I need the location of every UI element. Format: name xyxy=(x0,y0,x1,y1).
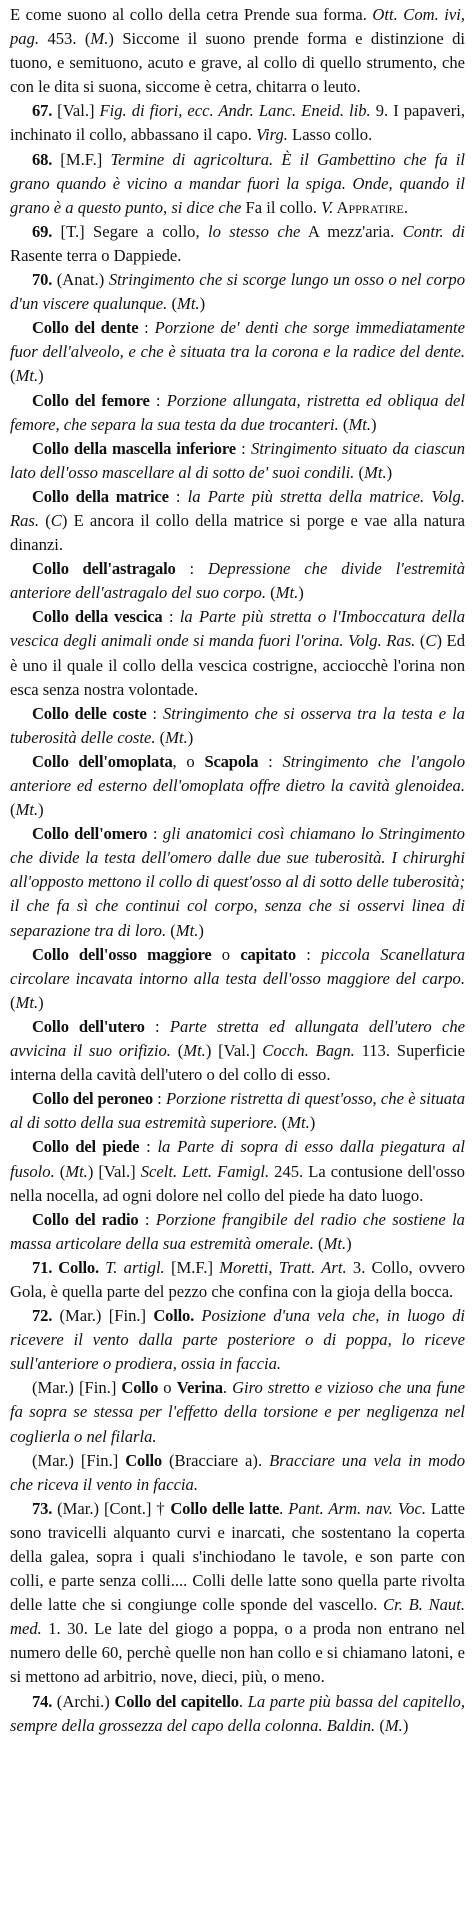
text-run: ( xyxy=(10,992,16,1012)
entry-headword: Collo del capitello xyxy=(114,1691,239,1711)
italic-text: Virg. xyxy=(256,125,288,145)
text-run: o xyxy=(211,944,241,964)
entry-paragraph xyxy=(10,1304,465,1376)
italic-text: Mt. xyxy=(323,1233,347,1253)
entry-paragraph xyxy=(10,316,465,388)
entry-headword: Collo della matrice xyxy=(32,486,169,506)
text-run: Rasente terra o Dappiede. xyxy=(10,245,182,265)
text-run: A mezz'aria. xyxy=(300,221,403,241)
text-run: ) xyxy=(298,583,304,603)
entry-headword: 70. xyxy=(32,270,53,290)
text-run: ) xyxy=(198,920,204,940)
entry-paragraph xyxy=(10,605,465,701)
text-run: (Bracciare a). xyxy=(162,1450,270,1470)
italic-text: Mt. xyxy=(364,462,387,482)
italic-text: Giro stretto e vizioso che una fune fa sopra se stessa per l'effetto della torsione e per negligenza nel coglierla o nel filarla. xyxy=(10,1378,465,1446)
text-run: 453. ( xyxy=(39,29,91,49)
italic-text: Mt. xyxy=(177,294,200,314)
text-run: (Mar.) [Fin.] xyxy=(32,1378,122,1398)
entry-paragraph xyxy=(10,268,465,316)
entry-headword: Collo dell'osso maggiore xyxy=(32,944,212,964)
italic-text: Porzione de' denti che sorge immediatamente fuor dell'alveolo, e che è situata tra la corona e la radice del dente. xyxy=(10,318,465,362)
italic-text: Mt. xyxy=(275,583,299,603)
text-run: ) xyxy=(38,992,44,1012)
entry-paragraph xyxy=(10,1376,465,1448)
text-run: (Mar.) [Cont.] † xyxy=(52,1498,171,1518)
italic-text: Porzione allungata, ristretta ed obliqua del femore, che separa la sua testa da due trocanteri. xyxy=(10,390,465,434)
italic-text: Contr. di xyxy=(402,221,465,241)
text-run: ( xyxy=(338,414,349,434)
entry-headword: Verina xyxy=(176,1378,223,1398)
text-run: Fa il collo. xyxy=(241,197,322,217)
text-run: : xyxy=(149,390,167,410)
text-run: : xyxy=(139,1137,158,1157)
text-run: ) xyxy=(386,462,393,482)
text-run: ) xyxy=(187,727,194,747)
text-run: . xyxy=(238,1691,248,1711)
text-run: ) xyxy=(346,1233,352,1253)
text-run: 1. 30. Le late del giogo a poppa, o a proda non entrano nel numero delle 60, perchè quelle non han collo e si chiamano latoni, e si mettono ad arbitrio, nove, dieci, più, o meno. xyxy=(10,1619,465,1687)
italic-text: Termine di agricoltura. È il Gambettino che fa il grano quando è vicino a mandar fuori la spiga. Onde, quando il grano è a questo punto, si dice che xyxy=(10,149,465,217)
italic-text: Moretti, Tratt. Art. xyxy=(219,1257,347,1277)
entry-paragraph xyxy=(10,750,465,822)
text-run: 113. Superficie interna della cavità dell'utero o del collo di esso. xyxy=(10,1041,465,1085)
italic-text: la Parte più stretta della matrice. Volg. Ras. xyxy=(10,486,465,530)
text-run: (Mar.) [Fin.] xyxy=(52,1306,154,1326)
entry-paragraph xyxy=(10,1256,465,1304)
entry-paragraph xyxy=(10,1449,465,1497)
text-run: : xyxy=(258,751,283,771)
text-run: ( xyxy=(375,1715,385,1735)
entry-headword: Collo dell'utero xyxy=(32,1016,145,1036)
entry-headword: Collo delle coste xyxy=(32,703,147,723)
italic-text: Mt. xyxy=(15,366,39,386)
italic-text: Depressione che divide l'estremità anteriore dell'astragalo del suo corpo. xyxy=(10,559,465,603)
text-run: E come suono al collo della cetra Prende sua forma. xyxy=(10,5,373,24)
italic-text: Mt. xyxy=(165,727,188,747)
text-run: ) E ancora il collo della matrice si porge e vae alla natura dinanzi. xyxy=(10,510,465,555)
entry-paragraph xyxy=(10,1015,465,1087)
italic-text: Stringimento situato da ciascun lato dell'osso mascellare al di sotto de' suoi condili. xyxy=(10,438,465,482)
entry-paragraph xyxy=(10,822,465,942)
italic-text: Cr. B. Naut. med. xyxy=(10,1595,465,1639)
text-run: : xyxy=(295,944,322,964)
italic-text: piccola Scanellatura circolare incavata intorno alla testa dell'osso maggiore del carpo. xyxy=(10,944,465,988)
text-run: ) xyxy=(371,414,377,434)
text-run: ( xyxy=(166,920,176,940)
text-run: , o xyxy=(172,751,205,771)
italic-text: Mt. xyxy=(15,992,39,1012)
entry-headword: 72. xyxy=(32,1306,53,1326)
text-run: : xyxy=(147,824,163,844)
entry-paragraph xyxy=(10,99,465,147)
italic-text: la Parte più stretta o l'Imboccatura della vescica degli animali onde si manda fuori l'orina. Volg. Ras. xyxy=(10,607,465,651)
italic-text: gli anatomici così chiamano lo Stringimento che divide la testa dell'omero dalle due sue tuberosità. I chirurghi all'opposto mettono il collo di quest'osso al di sotto delle tuberosità; il che fa sì che continui col corpo, senza che si osservi linea di separazione tra di loro. xyxy=(10,824,465,940)
entry-headword: Collo dell'omoplata xyxy=(32,751,173,771)
text-run: [M.F.] xyxy=(164,1257,220,1277)
italic-text: Fig. di fiori, ecc. Andr. Lanc. Eneid. lib. xyxy=(99,101,371,121)
entry-paragraph xyxy=(10,220,465,268)
entry-headword: Collo della mascella inferiore xyxy=(32,438,236,458)
entry-paragraph xyxy=(10,943,465,1015)
text-run: : xyxy=(168,486,188,506)
text-run: ( xyxy=(170,1041,184,1061)
text-run: [Val.] xyxy=(52,101,100,121)
italic-text: Ott. Com. ivi, pag. xyxy=(10,5,465,49)
text-run: ) Siccome il suono prende forma e distinzione di tuono, e semituono, acuto e grave, al collo di quello strumento, che con le dita si suona, siccome è cetra, chitarra o leuto. xyxy=(10,29,465,97)
text-run: ) Ed è uno il quale il collo della vescica costrigne, acciocchè l'orina non esca senza nostra volontade. xyxy=(10,631,465,699)
text-run: ( xyxy=(313,1233,324,1253)
text-run: : xyxy=(162,607,180,627)
italic-text: V. xyxy=(321,197,334,217)
text-run: 245. La contusione dell'osso nella nocella, ad ogni dolore nel collo del piede ha dato luogo. xyxy=(10,1161,465,1205)
text-run: (Mar.) [Fin.] xyxy=(32,1450,126,1470)
text-run: ) xyxy=(309,1113,316,1133)
text-run: 3. Collo, ovvero Gola, è quella parte del pezzo che confina con la gioja della bocca. xyxy=(10,1257,466,1301)
text-run: ( xyxy=(155,727,166,747)
entry-paragraph xyxy=(10,437,465,485)
italic-text: Porzione ristretta di quest'osso, che è situata al di sotto della sua estremità superiore. xyxy=(10,1089,465,1133)
italic-text: Mt. xyxy=(175,920,199,940)
italic-text: C xyxy=(50,510,62,530)
italic-text: lo stesso che xyxy=(208,221,301,241)
entry-headword: Collo del radio xyxy=(32,1209,139,1229)
italic-text: Stringimento che si osserva tra la testa e la tuberosità delle coste. xyxy=(10,703,465,747)
entry-headword: Collo del femore xyxy=(32,390,150,410)
entry-paragraph xyxy=(10,3,465,99)
italic-text: Mt. xyxy=(287,1113,310,1133)
text-run: 9. I papaveri, inchinato il collo, abbassano il capo. xyxy=(10,101,465,145)
text-run: [T.] Segare a collo, xyxy=(52,221,209,241)
entry-paragraph xyxy=(10,702,465,750)
text-run: ( xyxy=(265,583,276,603)
entry-headword: Collo delle latte xyxy=(170,1498,280,1518)
italic-text: Posizione d'una vela che, in luogo di ricevere il vento dalla parte posteriore o di poppa, lo riceve sull'anteriore o prodiera, ossia in faccia. xyxy=(10,1306,465,1374)
text-run: ( xyxy=(39,510,51,530)
text-run: . xyxy=(222,1378,233,1398)
text-run: (Archi.) xyxy=(52,1691,115,1711)
text-run: ( xyxy=(277,1113,288,1133)
text-run: ) xyxy=(38,366,44,386)
entry-headword: Collo xyxy=(125,1450,163,1470)
entry-headword: 71. Collo. xyxy=(32,1257,99,1277)
italic-text: Pant. Arm. nav. Voc. xyxy=(288,1498,426,1518)
entry-headword: 74. xyxy=(32,1691,53,1711)
text-run: Lasso collo. xyxy=(287,125,373,145)
entry-headword: Scapola xyxy=(204,751,259,771)
entry-headword: 73. xyxy=(32,1498,53,1518)
entry-headword: Collo della vescica xyxy=(32,607,163,627)
entry-headword: 69. xyxy=(32,221,53,241)
entry-headword: Collo dell'omero xyxy=(32,824,148,844)
italic-text: Stringimento che l'angolo anteriore ed esterno dell'omoplata offre dietro la cavità glenoidea. xyxy=(10,751,465,795)
text-run: [M.F.] xyxy=(52,149,111,169)
italic-text: la Parte di sopra di esso dalla piegatura al fusolo. xyxy=(10,1137,465,1181)
text-run: ) [Val.] xyxy=(205,1041,263,1061)
italic-text: Scelt. Lett. Famigl. xyxy=(140,1161,270,1181)
entry-paragraph xyxy=(10,148,465,220)
entry-headword: Collo del dente xyxy=(32,318,139,338)
text-run: : xyxy=(146,703,163,723)
entry-headword: 67. xyxy=(32,101,53,121)
entry-headword: Collo del peroneo xyxy=(32,1089,153,1109)
text-run: Appratire. xyxy=(333,197,408,217)
text-run: ( xyxy=(354,462,365,482)
entry-paragraph xyxy=(10,1497,465,1690)
text-run: : xyxy=(144,1016,170,1036)
italic-text: Bracciare una vela in modo che riceva il vento in faccia. xyxy=(10,1450,466,1494)
entry-headword: Collo del piede xyxy=(32,1137,140,1157)
entry-headword: 68. xyxy=(32,149,53,169)
text-run: ) [Val.] xyxy=(87,1161,141,1181)
entry-paragraph xyxy=(10,1208,465,1256)
text-run: Latte sono travicelli alquanto curvi e inarcati, che sostentano la coperta della galea, sopra i quali s'inchiodano le tavole, e son parte con colli, e parte senza colli.... Colli delle latte sono quella parte rivolta delle latte che si congiunge colle sponde del vascello. xyxy=(10,1498,466,1615)
italic-text: Stringimento che si scorge lungo un osso o nel corpo d'un viscere qualunque. xyxy=(10,270,465,314)
entry-paragraph xyxy=(10,1690,465,1738)
italic-text: La parte più bassa del capitello, sempre della grossezza del capo della colonna. Baldin. xyxy=(10,1691,465,1735)
italic-text: Cocch. Bagn. xyxy=(262,1041,355,1061)
italic-text: M. xyxy=(384,1715,403,1735)
text-run: ) xyxy=(199,294,206,314)
italic-text: Porzione frangibile del radio che sostiene la massa articolare della sua estremità omerale. xyxy=(10,1209,465,1253)
text-run: : xyxy=(175,559,209,579)
entry-paragraph xyxy=(10,1087,465,1135)
text-run: ( xyxy=(54,1161,66,1181)
italic-text: Mt. xyxy=(183,1041,206,1061)
italic-text: M. xyxy=(90,29,109,49)
entry-headword: Collo xyxy=(121,1378,159,1398)
text-run: (Anat.) xyxy=(52,270,109,290)
text-run: ( xyxy=(10,800,16,820)
text-run: . xyxy=(279,1498,289,1518)
text-run: : xyxy=(152,1089,167,1109)
text-run: ( xyxy=(10,366,16,386)
entry-paragraph xyxy=(10,389,465,437)
entry-paragraph xyxy=(10,485,465,557)
italic-text: Mt. xyxy=(65,1161,88,1181)
italic-text: T. artigl. xyxy=(105,1257,165,1277)
entry-headword: capitato xyxy=(240,944,296,964)
text-run: : xyxy=(138,318,155,338)
text-run: ( xyxy=(167,294,177,314)
text-run: o xyxy=(158,1378,177,1398)
entry-headword: Collo dell'astragalo xyxy=(32,559,176,579)
text-run: : xyxy=(235,438,252,458)
italic-text: Mt. xyxy=(15,800,39,820)
entry-paragraph xyxy=(10,1135,465,1207)
italic-text: C xyxy=(425,631,437,651)
text-run: ( xyxy=(415,631,426,651)
italic-text: Mt. xyxy=(348,414,372,434)
italic-text: Parte stretta ed allungata dell'utero che avvicina il suo orifizio. xyxy=(10,1016,465,1061)
text-run: : xyxy=(138,1209,156,1229)
text-run: ) xyxy=(402,1715,409,1735)
entry-headword: Collo. xyxy=(153,1306,195,1326)
entry-paragraph xyxy=(10,557,465,605)
text-run: ) xyxy=(38,800,44,820)
